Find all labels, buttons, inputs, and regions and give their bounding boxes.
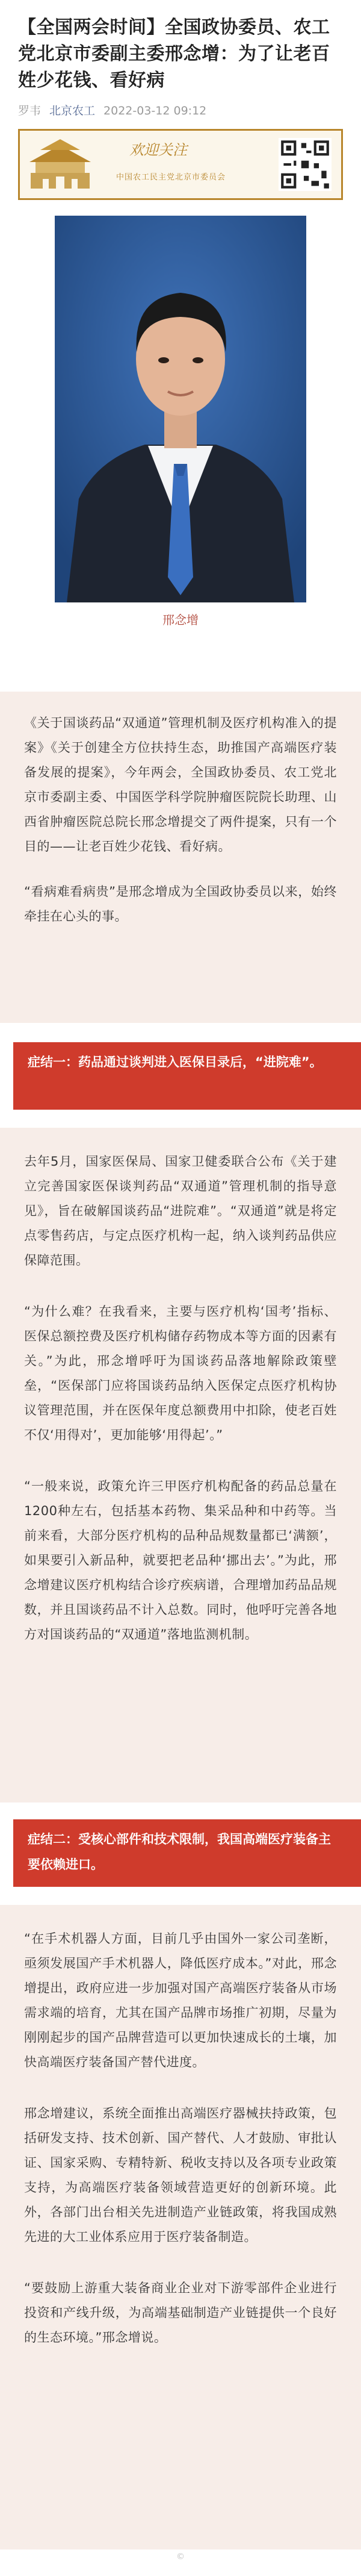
section-2-paragraph-2: 邢念增建议，系统全面推出高端医疗器械扶持政策，包括研发支持、技术创新、国产替代、人才鼓励、审批认证、国家采购、专精特新、税收支持以及各项专业政策支持，为高端医疗装备领域营造更好的创新环境。此外，各部门出台相关先进制造产业链政策，将我国成熟先进的大工业体系应用于医疗装备制造。	[24, 2106, 337, 2244]
section-2-paragraph-1: “在手术机器人方面，目前几乎由国外一家公司垄断，亟须发展国产手术机器人，降低医疗成本。”对此，邢念增提出，政府应进一步加强对国产高端医疗装备从市场需求端的培育，尤其在国产品牌市场推广初期，尽量为刚刚起步的国产品牌营造可以更加快速成长的土壤，加快高端医疗装备国产替代进度。	[24, 1931, 337, 2069]
section-1-card	[0, 1128, 361, 1802]
intro-paragraph-1: 《关于国谈药品“双通道”管理机制及医疗机构准入的提案》《关于创建全方位扶持生态，助推国产高端医疗装备发展的提案》，今年两会，全国政协委员、农工党北京市委副主委、中国医学科学院肿瘤医院院长助理、山西省肿瘤医院总院长邢念增提交了两件提案，只有一个目的——让老百姓少花钱、看好病。	[24, 716, 337, 854]
source-account-link[interactable]: 北京农工	[49, 104, 96, 117]
watermark: ©	[176, 2552, 185, 2562]
banner-org-name: 中国农工民主党北京市委员会	[116, 173, 226, 182]
section-1-heading: 症结一：药品通过谈判进入医保目录后，“进院难”。	[13, 1042, 361, 1110]
section-2-card	[0, 1905, 361, 2549]
banner-welcome-text: 欢迎关注	[129, 142, 187, 158]
intro-paragraph-2: “看病难看病贵”是邢念增成为全国政协委员以来，始终牵挂在心头的事。	[24, 884, 337, 924]
qr-code-icon[interactable]	[279, 138, 332, 191]
person-portrait-icon	[55, 216, 306, 602]
intro-card	[0, 692, 361, 1023]
welcome-banner	[18, 129, 343, 200]
section-1-paragraph-1: 去年5月，国家医保局、国家卫健委联合公布《关于建立完善国家医保谈判药品“双通道”管理机制的指导意见》，旨在破解国谈药品“进院难”。“双通道”就是将定点零售药店，与定点医疗机构一起，纳入谈判药品供应保障范围。	[24, 1154, 337, 1268]
tiananmen-icon	[27, 137, 93, 192]
photo-caption: 邢念增	[162, 613, 199, 627]
article-title: 【全国两会时间】全国政协委员、农工党北京市委副主委邢念增：为了让老百姓少花钱、看好病	[18, 17, 330, 91]
author-name: 罗韦	[18, 104, 42, 117]
article-meta	[0, 94, 361, 120]
portrait-photo	[55, 216, 306, 602]
section-2-heading: 症结二：受核心部件和技术限制，我国高端医疗装备主要依赖进口。	[13, 1819, 361, 1887]
section-1-paragraph-2: “为什么难？在我看来，主要与医疗机构‘国考’指标、医保总额控费及医疗机构储存药物成本等方面的因素有关。”为此，邢念增呼吁为国谈药品落地解除政策壁垒，“医保部门应将国谈药品纳入医保定点医疗机构协议管理范围，并在医保年度总额费用中扣除，使老百姓不仅‘用得对’，更加能够‘用得起’。”	[24, 1304, 337, 1442]
publish-time: 2022-03-12 09:12	[103, 104, 207, 117]
section-1-paragraph-3: “一般来说，政策允许三甲医疗机构配备的药品总量在1200种左右，包括基本药物、集采品种和中药等。当前来看，大部分医疗机构的品种品规数量都已‘满额’，如果要引入新品种，就要把老品种‘挪出去’。”为此，邢念增建议医疗机构结合诊疗疾病谱，合理增加药品品规数，并且国谈药品不计入总数。同时，他呼吁完善各地方对国谈药品的“双通道”落地监测机制。	[24, 1479, 337, 1642]
section-2-paragraph-3: “要鼓励上游重大装备商业企业对下游零部件企业进行投资和产线升级，为高端基础制造产业链提供一个良好的生态环境。”邢念增说。	[24, 2281, 337, 2345]
